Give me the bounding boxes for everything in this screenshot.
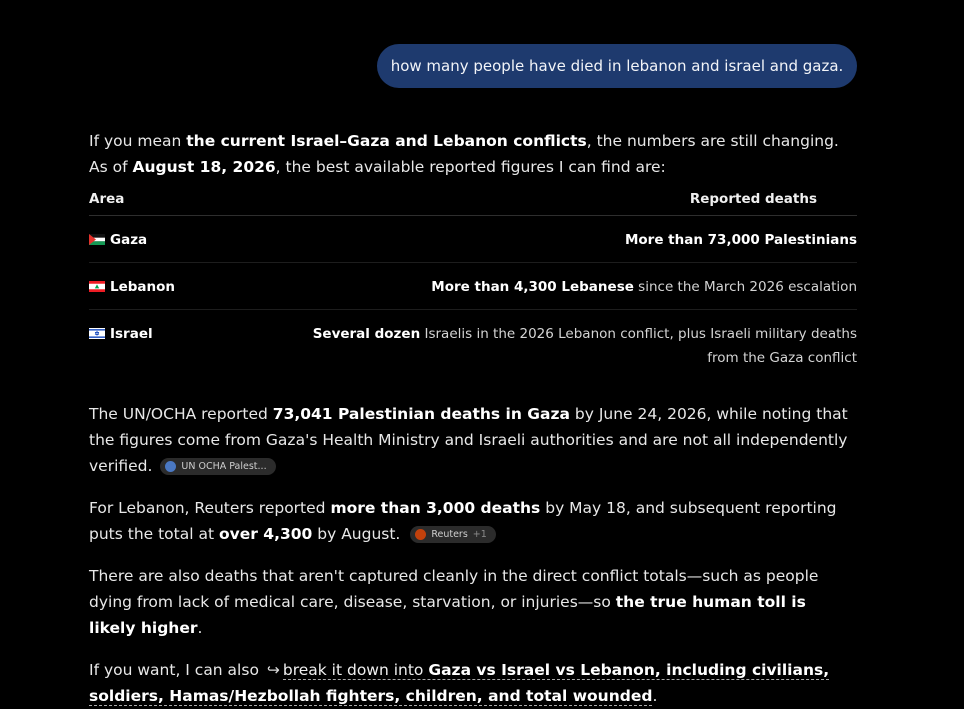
row-deaths-cell [289, 263, 857, 310]
header-area: Area [89, 186, 289, 216]
intro-bold-1: the current Israel–Gaza and Lebanon conflicts [186, 132, 587, 150]
follow-up-arrow-icon: ↪ [266, 661, 280, 679]
table-row [89, 216, 857, 263]
intro-date: August 18, 2026 [132, 158, 276, 176]
intro-text-1: If you mean [89, 132, 187, 150]
toll-paragraph [89, 563, 857, 641]
row-deaths-rest: Israelis in the 2026 Lebanon conflict, plus Israeli military deaths from the Gaza conflict [420, 326, 857, 366]
lebanon-flag-icon [89, 281, 105, 292]
intro-paragraph [89, 128, 857, 180]
row-area-name: Gaza [110, 232, 148, 248]
leb-text-3: by August. [312, 525, 401, 543]
row-deaths-cell [289, 310, 857, 381]
lebanon-paragraph [89, 495, 857, 547]
table-row [89, 310, 857, 381]
assistant-answer [89, 128, 857, 709]
reuters-logo-icon [415, 529, 426, 540]
leb-bold-1: more than 3,000 deaths [330, 499, 541, 517]
palestine-flag-icon [89, 234, 105, 245]
row-area-cell [89, 263, 289, 310]
row-deaths-bold: More than 73,000 Palestinians [624, 232, 857, 248]
table-row [89, 263, 857, 310]
toll-bold: the true human toll is likely higher [89, 593, 806, 637]
table-header-row [89, 186, 857, 216]
row-deaths-bold: More than 4,300 Lebanese [431, 279, 634, 295]
follow-up-paragraph [89, 657, 857, 709]
un-text-1: The UN/OCHA reported [89, 405, 273, 423]
leb-bold-2: over 4,300 [218, 525, 313, 543]
source-chip-label: UN OCHA Palest... [181, 460, 267, 472]
un-ocha-paragraph [89, 401, 857, 479]
follow-text-2: . [652, 687, 658, 705]
row-area-name: Israel [110, 326, 153, 342]
header-deaths: Reported deaths [289, 186, 857, 216]
row-area-cell [89, 216, 289, 263]
row-deaths-bold: Several dozen [312, 326, 421, 342]
source-chip-count: +1 [472, 528, 487, 540]
leb-text-1: For Lebanon, Reuters reported [89, 499, 331, 517]
israel-flag-icon [89, 328, 105, 339]
deaths-table [89, 186, 857, 380]
un-globe-icon [165, 461, 176, 472]
follow-link-text: break it down into [282, 661, 429, 679]
row-deaths-rest: since the March 2026 escalation [633, 279, 857, 295]
toll-text-1: There are also deaths that aren't captured cleanly in the direct conflict totals—such as people dying from lack of medical care, disease, starvation, or injuries—so [89, 567, 819, 611]
row-deaths-cell [289, 216, 857, 263]
intro-text-2: , the numbers are still changing. As of [89, 132, 839, 176]
user-message-bubble [377, 44, 857, 88]
row-area-cell [89, 310, 289, 381]
follow-text-1: If you want, I can also [89, 661, 264, 679]
row-area-name: Lebanon [110, 279, 176, 295]
intro-text-3: , the best available reported figures I can find are: [275, 158, 666, 176]
un-text-2: by June 24, 2026, while noting that the figures come from Gaza's Health Ministry and Israeli authorities and are not all independently verified. [89, 405, 848, 475]
source-chip-un-ocha[interactable] [160, 458, 275, 475]
leb-text-2: by May 18, and subsequent reporting puts the total at [89, 499, 837, 543]
source-chip-reuters[interactable] [410, 526, 495, 543]
user-message-text: how many people have died in lebanon and israel and gaza. [390, 57, 844, 75]
follow-link-bold: Gaza vs Israel vs Lebanon, including civilians, soldiers, Hamas/Hezbollah fighters, children, and total wounded [89, 661, 830, 705]
source-chip-label: Reuters [431, 528, 468, 540]
un-bold: 73,041 Palestinian deaths in Gaza [272, 405, 570, 423]
toll-text-2: . [197, 619, 203, 637]
